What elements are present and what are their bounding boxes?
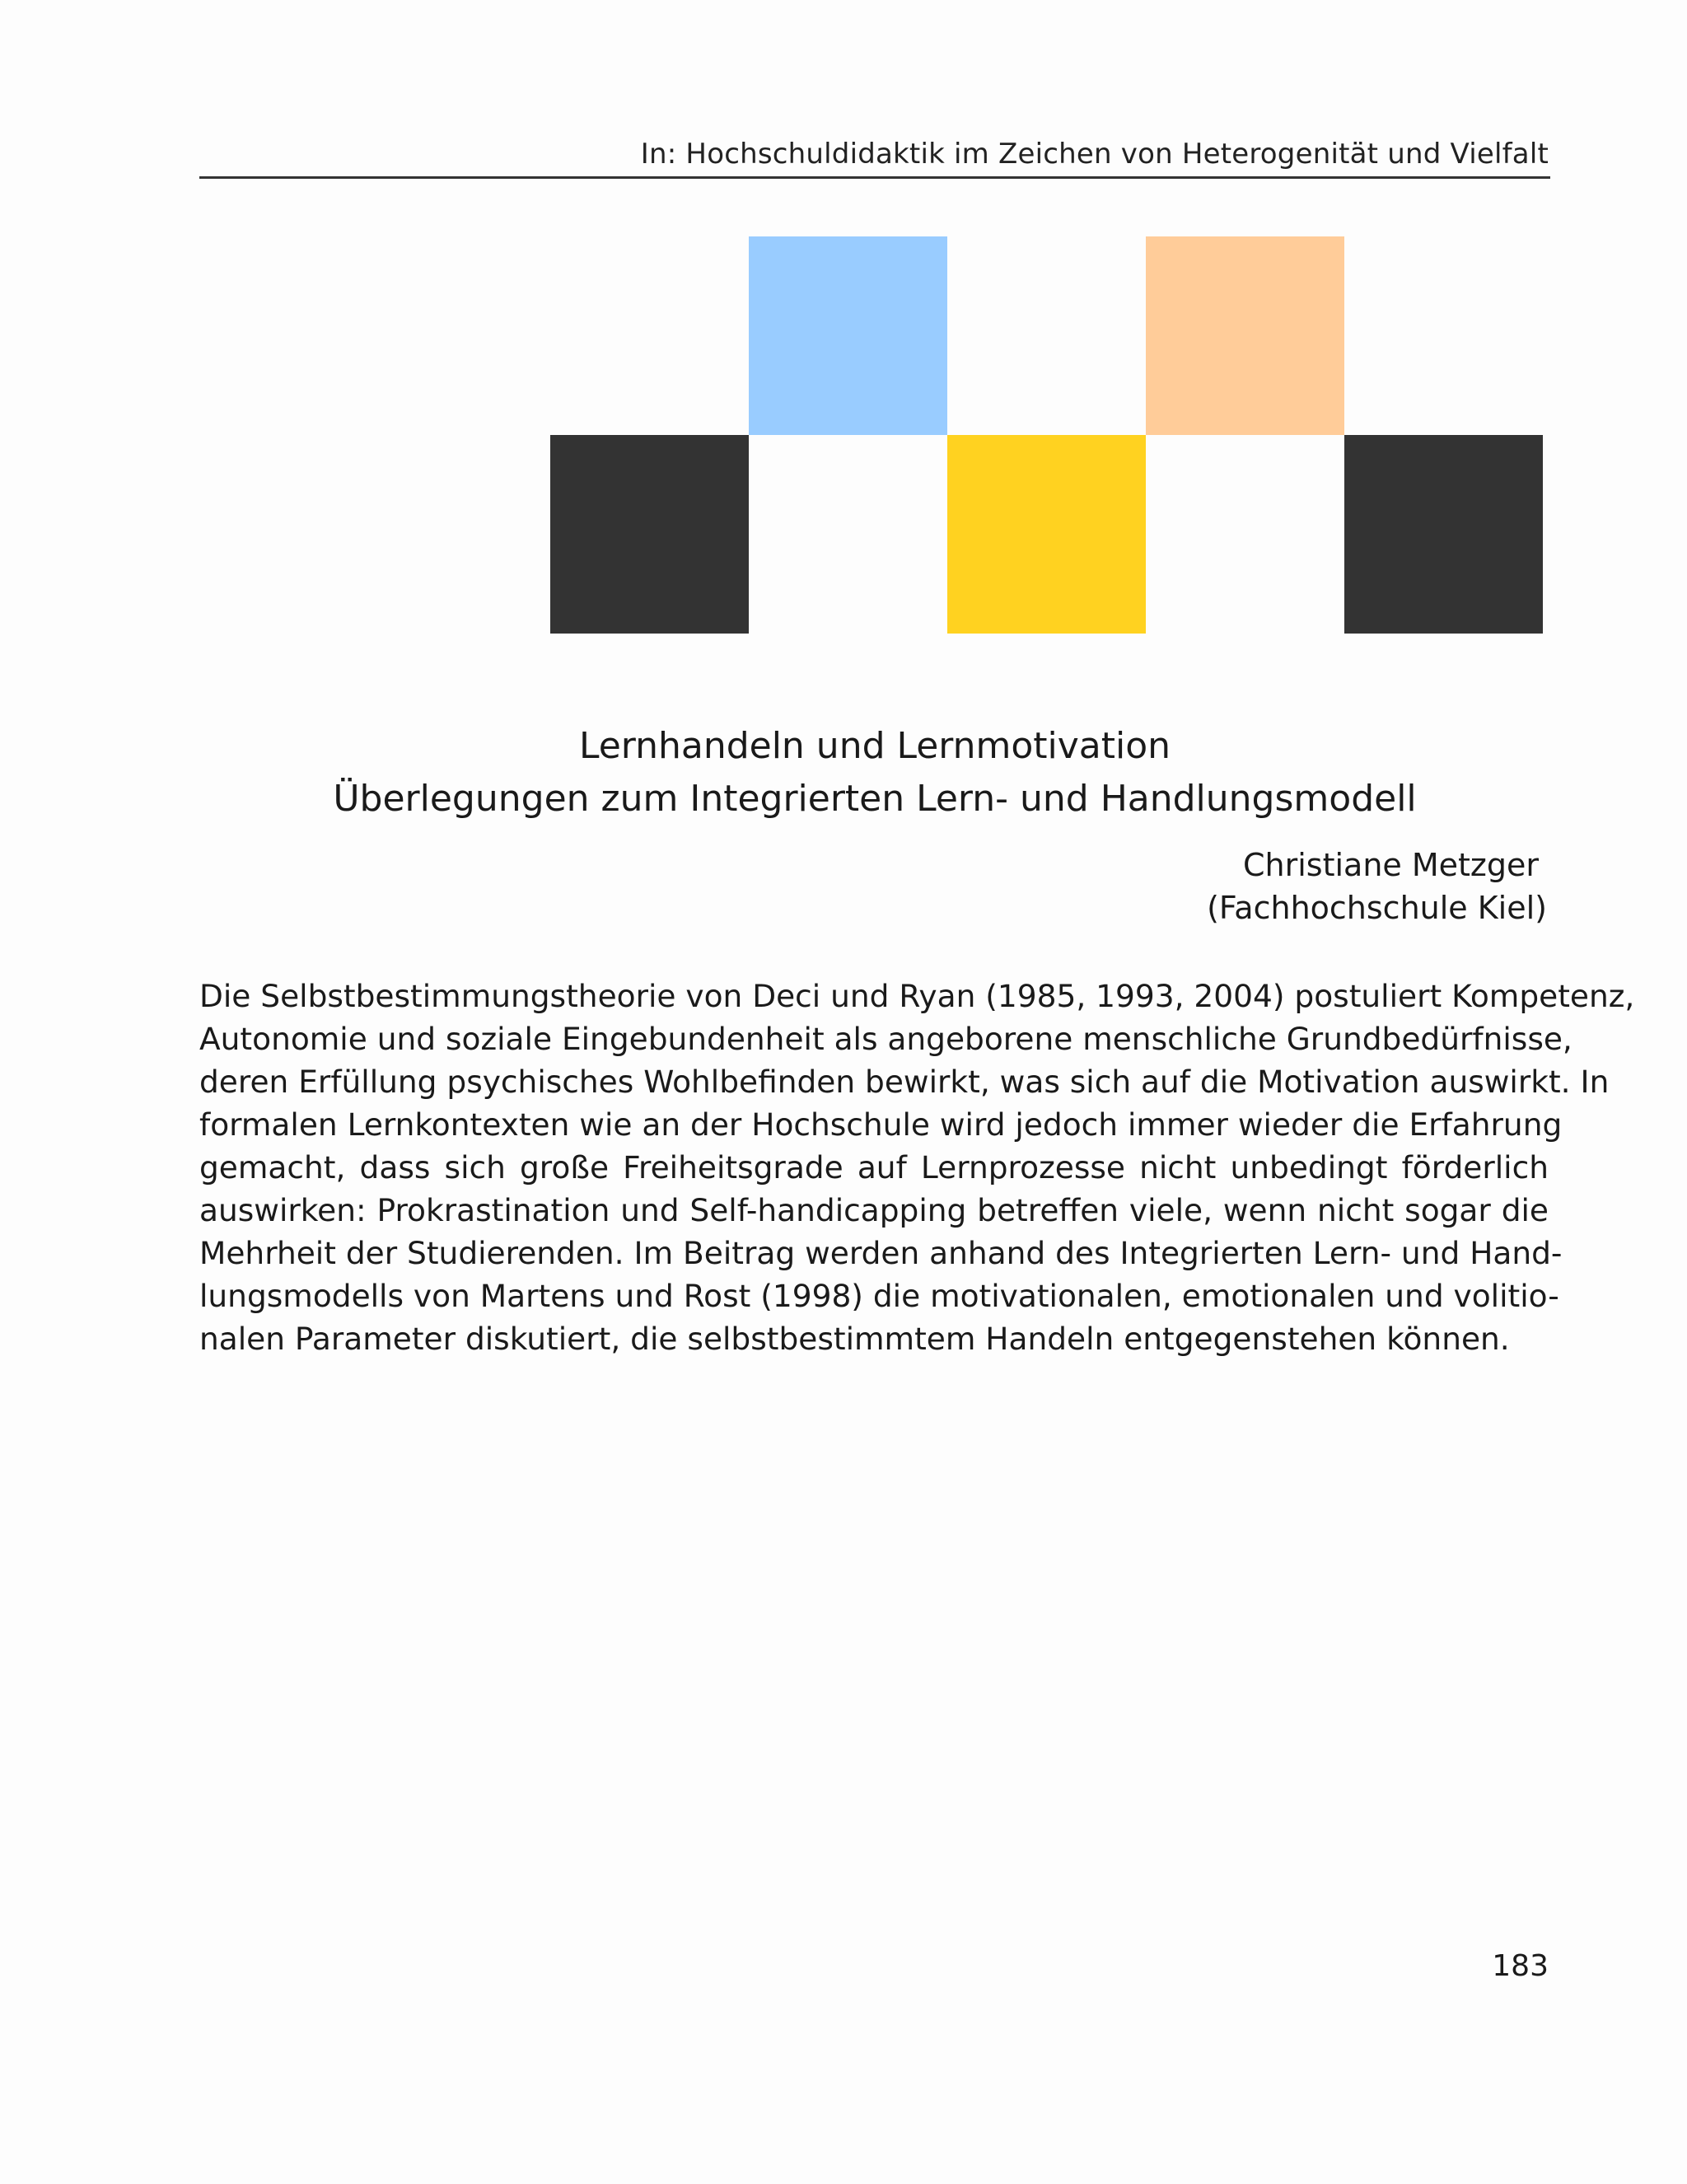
abstract-line: deren Erfüllung psychisches Wohlbefinden bewirkt, was sich auf die Motivation auswirkt. In <box>199 1064 1610 1100</box>
abstract-line: gemacht, dass sich große Freiheitsgrade auf Lernprozesse nicht unbedingt förderlich <box>199 1149 1549 1186</box>
abstract-line: Die Selbstbestimmungstheorie von Deci und Ryan (1985, 1993, 2004) postuliert Kompetenz, <box>199 978 1635 1014</box>
article-title <box>199 720 1550 825</box>
running-head: In: Hochschuldidaktik im Zeichen von Heterogenität und Vielfalt <box>640 138 1549 171</box>
abstract-line: lungsmodells von Martens und Rost (1998) die motivationalen, emotionalen und volitio- <box>199 1278 1559 1314</box>
title-line-2: Überlegungen zum Integrierten Lern- und Handlungsmodell <box>333 778 1417 820</box>
abstract-line: Autonomie und soziale Eingebundenheit als angeborene menschliche Grundbedürfnisse, <box>199 1021 1573 1057</box>
author-name: Christiane Metzger <box>1242 847 1539 883</box>
tile-yellow <box>947 435 1146 634</box>
title-line-1: Lernhandeln und Lernmotivation <box>578 725 1171 767</box>
author-block <box>199 844 1547 929</box>
abstract-line: formalen Lernkontexten wie an der Hochschule wird jedoch immer wieder die Erfahrung <box>199 1106 1563 1143</box>
page-number: 183 <box>1492 1949 1549 1983</box>
tile-blue <box>749 236 947 435</box>
header-rule <box>199 176 1550 179</box>
tile-dark-right <box>1344 435 1543 634</box>
author-affiliation: (Fachhochschule Kiel) <box>1207 890 1547 926</box>
tile-dark-left <box>550 435 749 634</box>
abstract-line: Mehrheit der Studierenden. Im Beitrag werden anhand des Integrierten Lern- und Hand- <box>199 1235 1563 1271</box>
abstract-line: auswirken: Prokrastination und Self-handicapping betreffen viele, wenn nicht sogar die <box>199 1192 1549 1228</box>
abstract <box>199 975 1635 1360</box>
tile-peach <box>1146 236 1344 435</box>
abstract-line: nalen Parameter diskutiert, die selbstbestimmtem Handeln entgegenstehen können. <box>199 1321 1510 1357</box>
